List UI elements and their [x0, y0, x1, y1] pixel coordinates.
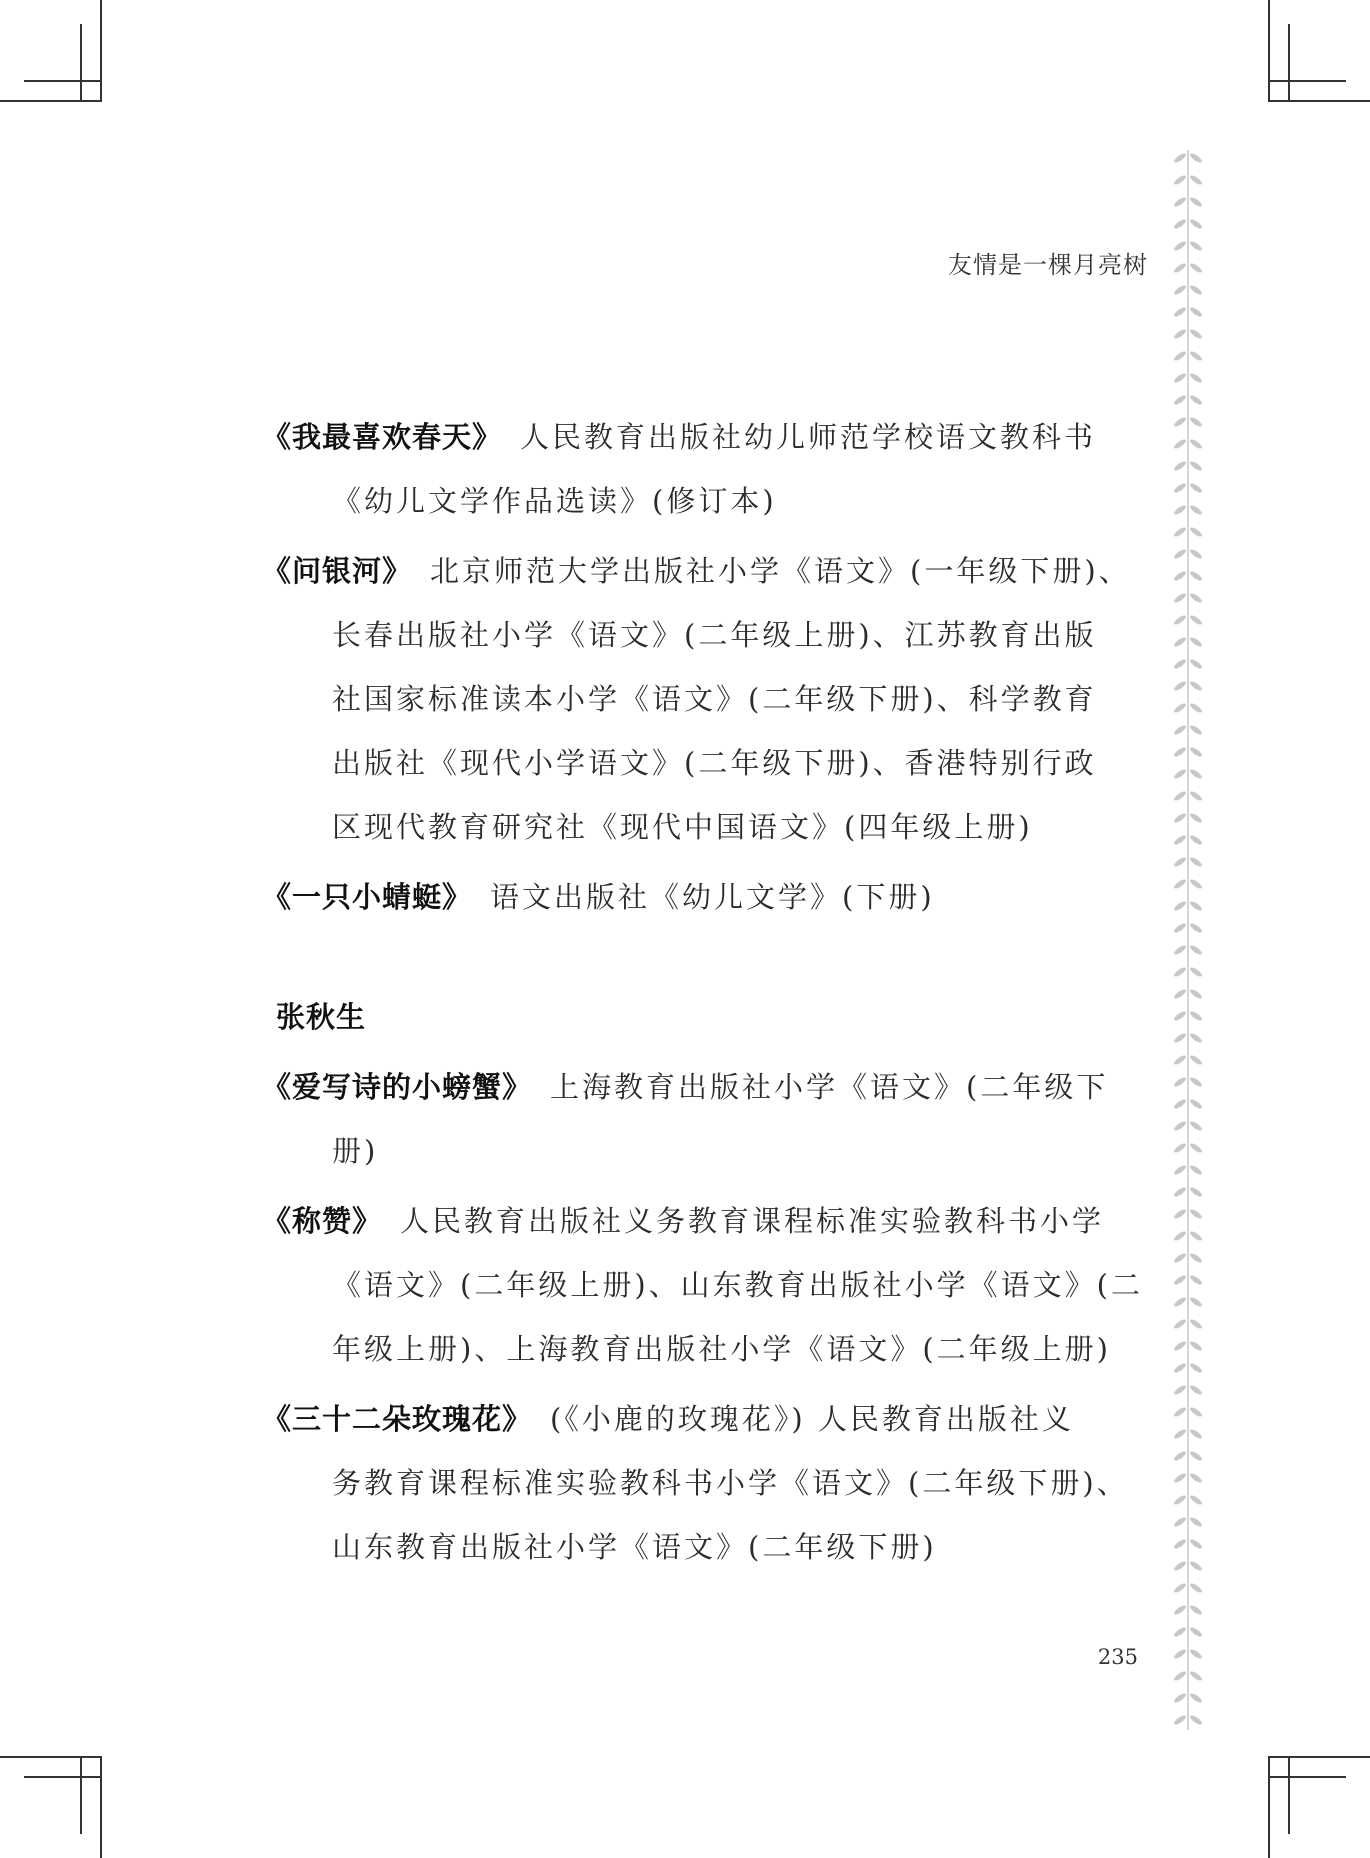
vine-leaf [1189, 768, 1203, 780]
vine-leaf [1189, 922, 1203, 934]
vine-leaf [1189, 1582, 1203, 1594]
bibliography-entry [262, 1055, 1122, 1183]
vine-leaf [1189, 878, 1203, 890]
vine-leaf [1173, 636, 1187, 648]
vine-leaf [1189, 1340, 1203, 1352]
entry-source-text: 上海教育出版社小学《语文》(二年级下 [550, 1070, 1109, 1104]
vine-leaf [1173, 1010, 1187, 1022]
bibliography-entry [262, 1387, 1129, 1579]
entry-first-line [262, 539, 1131, 603]
vine-leaf [1189, 1032, 1203, 1044]
vine-leaf [1173, 812, 1187, 824]
vine-leaf [1189, 460, 1203, 472]
vine-border-decoration [1168, 150, 1208, 1730]
vine-leaf [1189, 724, 1203, 736]
vine-leaf [1189, 372, 1203, 384]
vine-leaf [1173, 548, 1187, 560]
vine-leaf [1173, 1670, 1187, 1682]
vine-leaf [1189, 1560, 1203, 1572]
vine-leaf [1173, 570, 1187, 582]
entry-continuation-line [262, 731, 1122, 795]
entry-title: 《爱写诗的小螃蟹》 [262, 1070, 533, 1104]
entry-source-text: 出版社《现代小学语文》(二年级下册)、香港特别行政 [332, 746, 1097, 780]
vine-leaf [1173, 790, 1187, 802]
vine-leaf [1189, 482, 1203, 494]
crop-mark-bottom-left-v2 [80, 1756, 82, 1834]
vine-leaf [1173, 350, 1187, 362]
vine-leaf [1189, 1010, 1203, 1022]
vine-leaf [1173, 372, 1187, 384]
vine-leaf [1173, 328, 1187, 340]
vine-leaf [1189, 1230, 1203, 1242]
vine-leaf [1189, 966, 1203, 978]
vine-leaf [1189, 1494, 1203, 1506]
vine-leaf [1189, 1120, 1203, 1132]
vine-leaf [1189, 526, 1203, 538]
vine-leaf [1189, 1670, 1203, 1682]
vine-leaf [1173, 768, 1187, 780]
vine-leaf [1173, 1648, 1187, 1660]
vine-leaf [1189, 702, 1203, 714]
entry-continuation-line [262, 1451, 1129, 1515]
vine-leaf [1189, 1450, 1203, 1462]
vine-leaf [1173, 284, 1187, 296]
vine-leaf [1189, 1648, 1203, 1660]
entry-first-line [262, 405, 1122, 469]
vine-leaf [1173, 504, 1187, 516]
entry-continuation-line [262, 1317, 1122, 1381]
entry-source-text: 社国家标准读本小学《语文》(二年级下册)、科学教育 [332, 682, 1097, 716]
vine-leaf [1189, 306, 1203, 318]
vine-leaf [1173, 1692, 1187, 1704]
vine-leaf [1173, 1208, 1187, 1220]
vine-leaf [1189, 174, 1203, 186]
entry-list-group2 [262, 1055, 1143, 1579]
entry-source-text: 年级上册)、上海教育出版社小学《语文》(二年级上册) [332, 1332, 1111, 1366]
crop-mark-bottom-right-h [1268, 1756, 1370, 1758]
vine-leaf [1173, 1516, 1187, 1528]
vine-leaf [1189, 1384, 1203, 1396]
vine-leaf [1173, 394, 1187, 406]
vine-leaf [1189, 1274, 1203, 1286]
vine-leaf [1189, 746, 1203, 758]
entry-continuation-line [262, 1253, 1143, 1317]
vine-leaf [1189, 218, 1203, 230]
vine-leaf [1189, 1714, 1203, 1726]
vine-leaf [1173, 218, 1187, 230]
vine-leaf [1189, 1516, 1203, 1528]
vine-leaf [1173, 152, 1187, 164]
vine-leaf [1189, 262, 1203, 274]
entry-source-text: 人民教育出版社幼儿师范学校语文教科书 [520, 420, 1097, 454]
vine-leaf [1189, 1318, 1203, 1330]
vine-leaf [1173, 1142, 1187, 1154]
vine-leaf [1189, 636, 1203, 648]
vine-leaf [1173, 658, 1187, 670]
entry-source-text: 册) [332, 1134, 379, 1168]
entry-title: 《一只小蜻蜓》 [262, 880, 473, 914]
vine-leaf [1189, 240, 1203, 252]
vine-leaf [1173, 240, 1187, 252]
vine-leaf [1189, 856, 1203, 868]
vine-leaf [1189, 834, 1203, 846]
vine-leaf [1189, 438, 1203, 450]
vine-leaf [1173, 746, 1187, 758]
entry-first-line [262, 1387, 1122, 1451]
vine-leaf [1189, 1604, 1203, 1616]
bibliography-entry [262, 539, 1131, 859]
vine-leaf [1173, 878, 1187, 890]
vine-leaf [1173, 1362, 1187, 1374]
vine-leaf [1173, 1406, 1187, 1418]
vine-leaf [1173, 922, 1187, 934]
entry-source-text: 长春出版社小学《语文》(二年级上册)、江苏教育出版 [332, 618, 1097, 652]
vine-leaf [1189, 328, 1203, 340]
crop-mark-bottom-right-h2 [1268, 1776, 1346, 1778]
vine-leaf [1173, 416, 1187, 428]
crop-mark-top-left-h2 [24, 80, 102, 82]
entry-source-text: 山东教育出版社小学《语文》(二年级下册) [332, 1530, 937, 1564]
bibliography-entry [262, 405, 1122, 533]
vine-leaf [1173, 1186, 1187, 1198]
vine-leaf [1173, 1230, 1187, 1242]
crop-mark-top-right-v2 [1288, 24, 1290, 102]
vine-leaf [1173, 834, 1187, 846]
vine-leaf [1173, 526, 1187, 538]
entry-source-text: 人民教育出版社义务教育课程标准实验教科书小学 [400, 1204, 1105, 1238]
crop-mark-bottom-right-v2 [1288, 1756, 1290, 1834]
vine-leaf [1173, 1054, 1187, 1066]
crop-mark-bottom-left-h [0, 1756, 102, 1758]
vine-leaf [1189, 196, 1203, 208]
vine-leaf [1173, 1560, 1187, 1572]
vine-leaf [1173, 1582, 1187, 1594]
vine-leaf [1189, 1186, 1203, 1198]
vine-leaf [1173, 680, 1187, 692]
vine-leaf [1173, 1494, 1187, 1506]
vine-leaf [1173, 1604, 1187, 1616]
vine-leaf [1189, 284, 1203, 296]
vine-leaf [1173, 1120, 1187, 1132]
vine-leaf [1189, 1208, 1203, 1220]
entry-first-line [262, 1055, 1122, 1119]
vine-leaf [1189, 790, 1203, 802]
vine-leaf [1189, 1164, 1203, 1176]
vine-leaf [1189, 658, 1203, 670]
vine-leaf [1189, 1406, 1203, 1418]
vine-leaf [1189, 1362, 1203, 1374]
vine-leaf [1189, 416, 1203, 428]
vine-leaf [1189, 1098, 1203, 1110]
vine-leaf [1189, 570, 1203, 582]
vine-leaf [1189, 1252, 1203, 1264]
crop-mark-top-right-v [1268, 0, 1270, 102]
vine-leaf [1189, 1076, 1203, 1088]
vine-leaf [1173, 900, 1187, 912]
vine-leaf [1189, 1296, 1203, 1308]
vine-leaf [1173, 1384, 1187, 1396]
vine-leaf [1173, 174, 1187, 186]
vine-leaf [1189, 504, 1203, 516]
entry-source-text: 《幼儿文学作品选读》(修订本) [332, 484, 777, 518]
vine-leaf [1173, 1032, 1187, 1044]
crop-mark-bottom-left-h2 [24, 1776, 102, 1778]
vine-leaf [1173, 1318, 1187, 1330]
entry-list-group1 [262, 405, 1131, 929]
entry-continuation-line [262, 603, 1122, 667]
crop-mark-bottom-right-v [1268, 1756, 1270, 1858]
entry-source-text: 区现代教育研究社《现代中国语文》(四年级上册) [332, 810, 1033, 844]
entry-title: 《问银河》 [262, 554, 413, 588]
vine-leaf [1173, 1098, 1187, 1110]
entry-continuation-line [262, 1515, 1122, 1579]
entry-continuation-line [262, 795, 1122, 859]
vine-leaf [1173, 482, 1187, 494]
vine-leaf [1189, 944, 1203, 956]
vine-leaf [1189, 812, 1203, 824]
section-author-name: 张秋生 [276, 1000, 367, 1034]
vine-leaf [1189, 1142, 1203, 1154]
vine-leaf [1173, 1450, 1187, 1462]
vine-leaf [1189, 680, 1203, 692]
entry-title: 《称赞》 [262, 1204, 383, 1238]
page-number: 235 [1097, 1645, 1138, 1669]
vine-leaf [1173, 1538, 1187, 1550]
vine-leaf [1173, 702, 1187, 714]
vine-leaf [1173, 1472, 1187, 1484]
crop-mark-bottom-left-v [100, 1756, 102, 1858]
vine-leaf [1173, 944, 1187, 956]
bibliography-entry [262, 1189, 1143, 1381]
vine-leaf [1189, 614, 1203, 626]
vine-leaf [1173, 460, 1187, 472]
vine-leaf [1189, 1538, 1203, 1550]
crop-mark-top-left-v [100, 0, 102, 102]
vine-leaf [1189, 1428, 1203, 1440]
vine-leaf [1173, 966, 1187, 978]
vine-leaf [1173, 988, 1187, 1000]
vine-leaf [1173, 1164, 1187, 1176]
vine-leaf [1173, 196, 1187, 208]
vine-leaf [1189, 350, 1203, 362]
vine-leaf [1189, 1692, 1203, 1704]
entry-first-line [262, 865, 1122, 929]
vine-leaf [1173, 1340, 1187, 1352]
entry-source-text: 《语文》(二年级上册)、山东教育出版社小学《语文》(二 [332, 1268, 1143, 1302]
crop-mark-top-right-h [1268, 100, 1370, 102]
vine-leaf [1189, 1054, 1203, 1066]
vine-leaf [1173, 724, 1187, 736]
vine-leaf [1173, 306, 1187, 318]
vine-leaf [1173, 438, 1187, 450]
vine-leaf [1173, 1428, 1187, 1440]
vine-leaf [1173, 614, 1187, 626]
entry-continuation-line [262, 1119, 1122, 1183]
entry-continuation-line [262, 469, 1122, 533]
crop-mark-top-left-v2 [80, 24, 82, 102]
vine-leaf [1189, 1626, 1203, 1638]
entry-title: 《我最喜欢春天》 [262, 420, 503, 454]
vine-leaf [1189, 548, 1203, 560]
vine-leaf [1189, 394, 1203, 406]
vine-leaf [1173, 1252, 1187, 1264]
running-header-title: 友情是一棵月亮树 [948, 251, 1148, 279]
entry-source-text: 语文出版社《幼儿文学》(下册) [490, 880, 935, 914]
crop-mark-top-right-h2 [1268, 80, 1346, 82]
vine-leaf [1173, 1274, 1187, 1286]
entry-title: 《三十二朵玫瑰花》 [262, 1402, 533, 1436]
vine-leaf [1173, 1076, 1187, 1088]
vine-leaf [1173, 856, 1187, 868]
entry-source-text: 务教育课程标准实验教科书小学《语文》(二年级下册)、 [332, 1466, 1129, 1500]
vine-leaf [1189, 988, 1203, 1000]
vine-leaf [1189, 900, 1203, 912]
crop-mark-top-left-h [0, 100, 102, 102]
vine-leaf [1189, 1472, 1203, 1484]
vine-leaf [1189, 592, 1203, 604]
vine-leaf [1189, 152, 1203, 164]
entry-source-text: (《小鹿的玫瑰花》) 人民教育出版社义 [550, 1402, 1074, 1436]
vine-leaf [1173, 1626, 1187, 1638]
entry-continuation-line [262, 667, 1122, 731]
vine-leaf [1173, 1296, 1187, 1308]
bibliography-entry [262, 865, 1122, 929]
page-content [262, 405, 1143, 1585]
vine-leaf [1173, 592, 1187, 604]
entry-first-line [262, 1189, 1122, 1253]
vine-leaf [1173, 262, 1187, 274]
vine-leaf [1173, 1714, 1187, 1726]
entry-source-text: 北京师范大学出版社小学《语文》(一年级下册)、 [430, 554, 1131, 588]
